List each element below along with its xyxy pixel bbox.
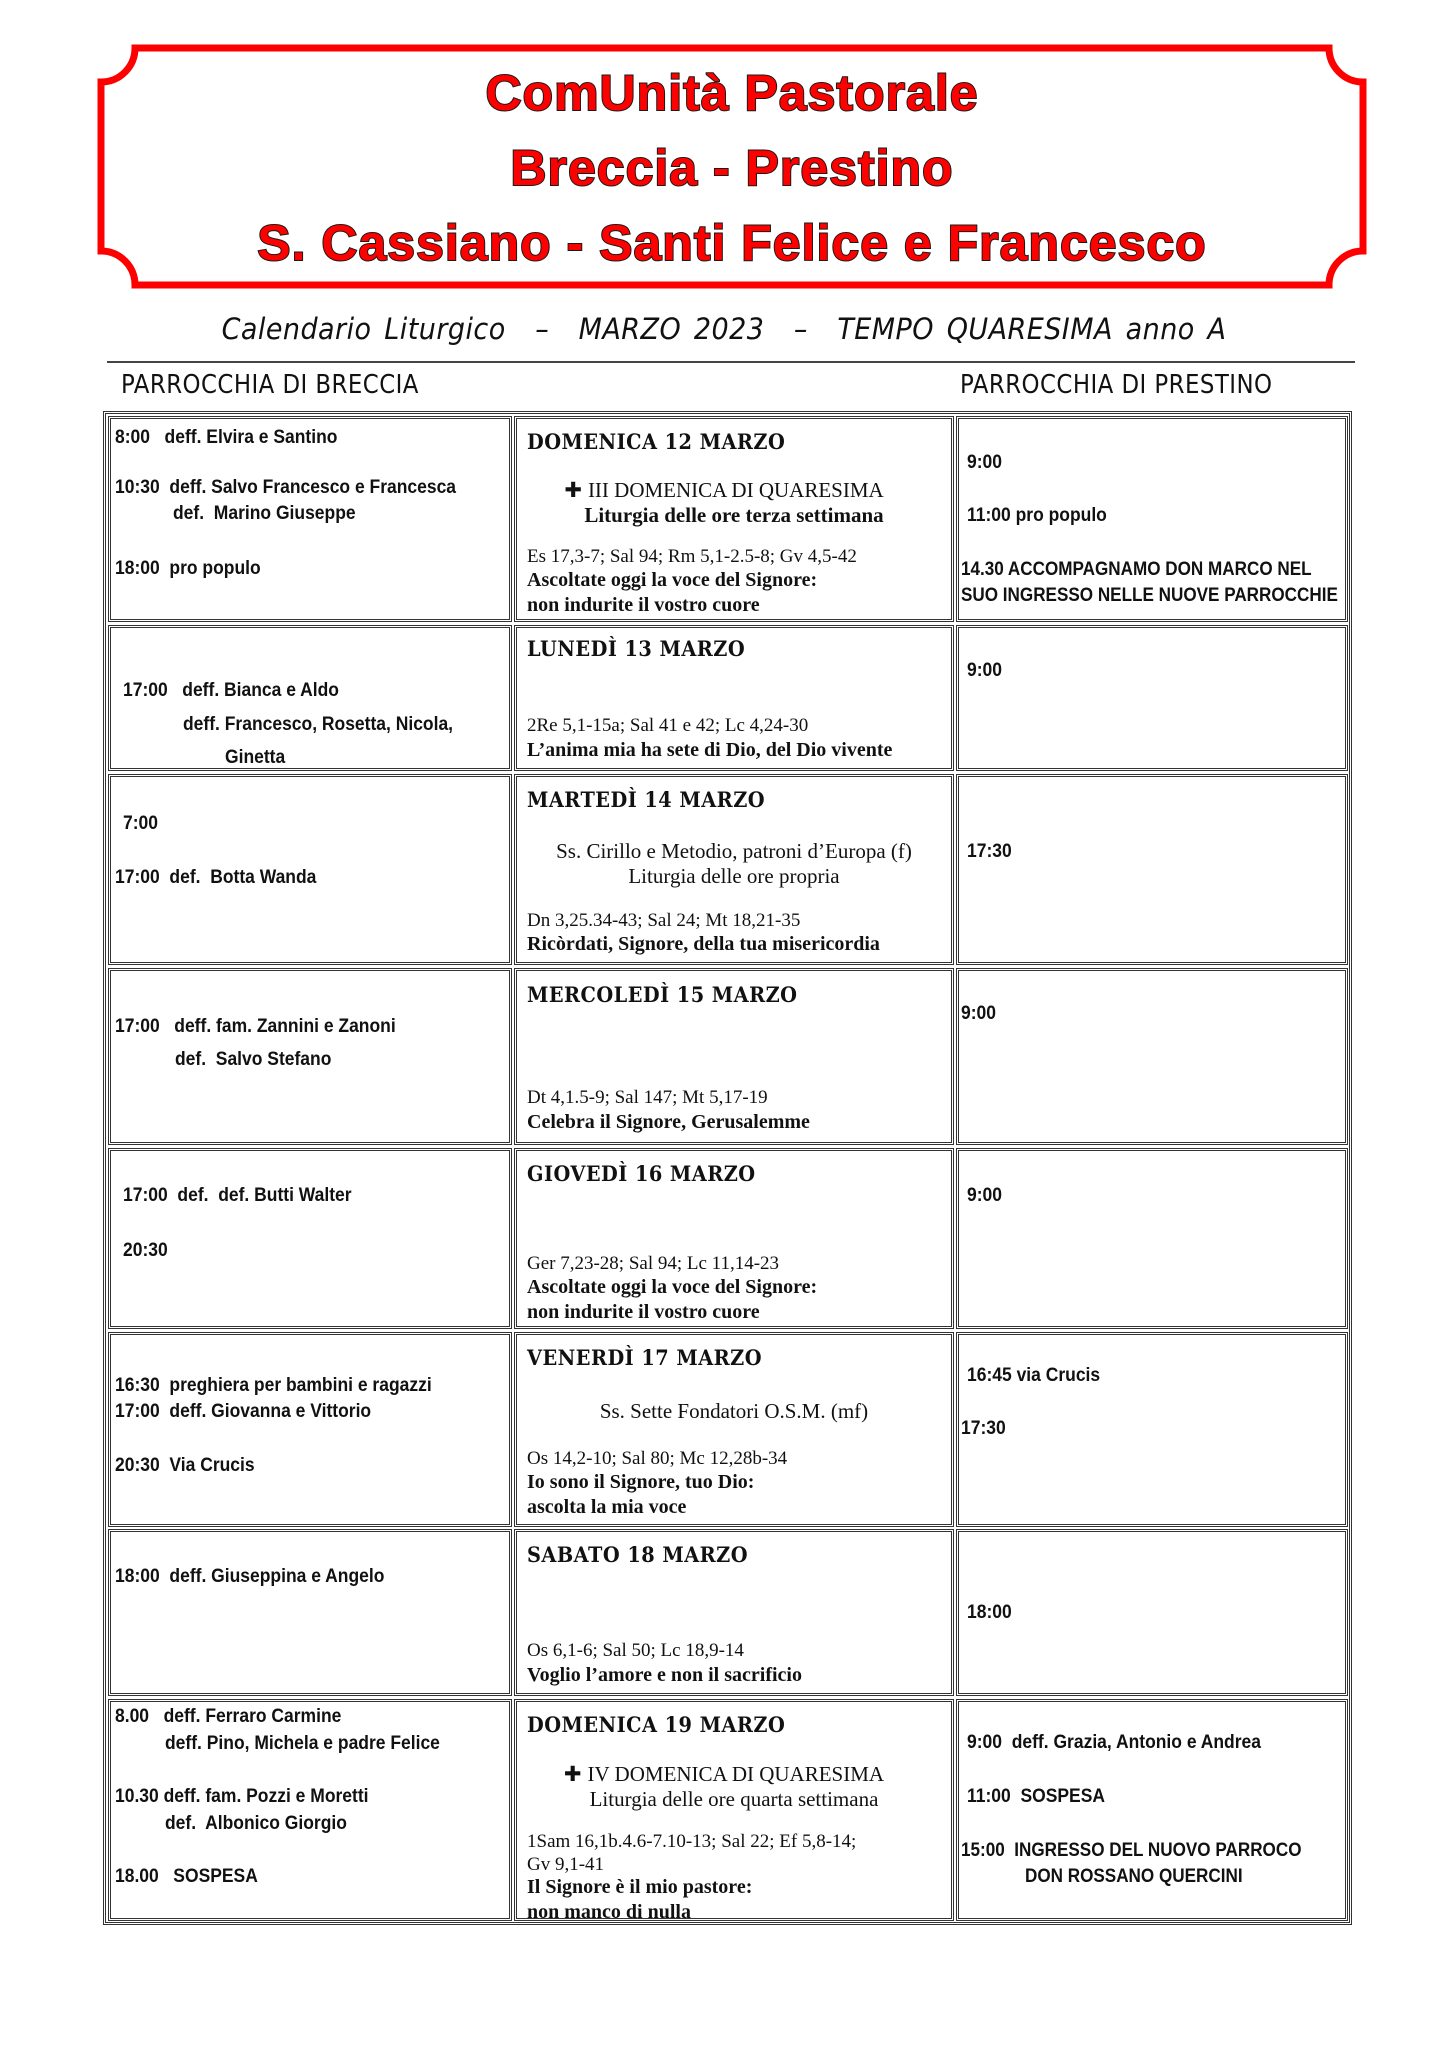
day-title: VENERDÌ 17 MARZO (527, 1345, 763, 1370)
prestino-cell (956, 1148, 1348, 1329)
psalm-line: Voglio l’amore e non il sacrificio (527, 1664, 802, 1686)
cross-icon: ✚ (563, 1762, 582, 1786)
subtitle-separator: – (793, 312, 808, 346)
mass-entry: 8:00 deff. Elvira e Santino (115, 427, 338, 448)
mass-entry: 17:30 (967, 841, 1012, 862)
mass-entry: 17:00 deff. Giovanna e Vittorio (115, 1401, 372, 1422)
subtitle-month: MARZO 2023 (578, 312, 765, 346)
community-title: ComUnità Pastorale (485, 65, 979, 121)
mass-entry: 18:00 (967, 1602, 1012, 1623)
liturgy-cell (514, 625, 954, 771)
breccia-cell (108, 774, 512, 965)
psalm-line: L’anima mia ha sete di Dio, del Dio vivente (527, 739, 893, 761)
psalm-line: Ascoltate oggi la voce del Signore: (527, 569, 818, 591)
day-row (106, 625, 1349, 771)
mass-entry: 9:00 (961, 1003, 996, 1024)
liturgy-cell (514, 1148, 954, 1329)
mass-entry: 10.30 deff. fam. Pozzi e Moretti (115, 1786, 369, 1807)
mass-entry: 17:00 deff. fam. Zannini e Zanoni (115, 1016, 396, 1037)
liturgy-cell (514, 1529, 954, 1696)
mass-entry: 11:00 pro populo (967, 505, 1107, 526)
feast-text: IV DOMENICA DI QUARESIMA (587, 1762, 885, 1786)
breccia-cell (108, 1332, 512, 1527)
day-title: SABATO 18 MARZO (527, 1542, 749, 1567)
prestino-cell (956, 1529, 1348, 1696)
psalm-line: Io sono il Signore, tuo Dio: (527, 1471, 755, 1493)
mass-entry: 9:00 (967, 660, 1002, 681)
psalm-line: ascolta la mia voce (527, 1496, 687, 1518)
prestino-cell (956, 968, 1348, 1145)
psalm-line: Il Signore è il mio pastore: (527, 1876, 753, 1898)
prestino-cell (956, 625, 1348, 771)
prestino-cell (956, 1699, 1348, 1921)
readings: Ger 7,23-28; Sal 94; Lc 11,14-23 (527, 1253, 780, 1274)
churches-title: S. Cassiano - Santi Felice e Francesco (257, 215, 1207, 271)
day-row (106, 416, 1349, 622)
subtitle-label: Calendario Liturgico (221, 312, 506, 346)
feast-line: Liturgia delle ore terza settimana (584, 503, 884, 527)
mass-entry: 8.00 deff. Ferraro Carmine (115, 1706, 342, 1727)
mass-entry: 9:00 (967, 452, 1002, 473)
mass-entry: deff. Francesco, Rosetta, Nicola, (183, 714, 454, 735)
readings: 1Sam 16,1b.4.6-7.10-13; Sal 22; Ef 5,8-14; (527, 1831, 857, 1852)
mass-entry: def. Marino Giuseppe (173, 503, 356, 524)
mass-entry: def. Albonico Giorgio (165, 1813, 347, 1834)
mass-entry: 17:00 def. def. Butti Walter (123, 1185, 352, 1206)
breccia-cell (108, 968, 512, 1145)
parish-heading-prestino: PARROCCHIA DI PRESTINO (960, 370, 1273, 400)
feast-line: Liturgia delle ore quarta settimana (589, 1787, 879, 1811)
readings: Os 14,2-10; Sal 80; Mc 12,28b-34 (527, 1448, 788, 1469)
readings: Os 6,1-6; Sal 50; Lc 18,9-14 (527, 1640, 744, 1661)
mass-entry: 9:00 (967, 1185, 1002, 1206)
mass-entry: 16:45 via Crucis (967, 1365, 1101, 1386)
mass-entry: def. Salvo Stefano (175, 1049, 332, 1070)
readings: Gv 9,1-41 (527, 1854, 605, 1875)
mass-entry: DON ROSSANO QUERCINI (1025, 1866, 1243, 1887)
feast-line (514, 478, 941, 503)
liturgy-cell (514, 968, 954, 1145)
day-row (106, 1332, 1349, 1527)
psalm-response (527, 1663, 802, 1688)
mass-entry: 14.30 ACCOMPAGNAMO DON MARCO NEL (961, 559, 1312, 580)
breccia-cell (108, 1148, 512, 1329)
feast-line: Liturgia delle ore propria (628, 864, 840, 888)
mass-entry: 15:00 INGRESSO DEL NUOVO PARROCO (961, 1840, 1302, 1861)
readings: Dn 3,25.34-43; Sal 24; Mt 18,21-35 (527, 910, 801, 931)
mass-entry: 16:30 preghiera per bambini e ragazzi (115, 1375, 432, 1396)
mass-entry: 18:00 deff. Giuseppina e Angelo (115, 1566, 385, 1587)
psalm-response (527, 1875, 752, 1921)
prestino-cell (956, 416, 1348, 622)
liturgy-cell (514, 1332, 954, 1527)
cross-icon: ✚ (564, 478, 582, 502)
day-row (106, 1148, 1349, 1329)
divider (107, 361, 1355, 363)
mass-entry: 9:00 deff. Grazia, Antonio e Andrea (967, 1732, 1261, 1753)
day-title: DOMENICA 19 MARZO (527, 1712, 786, 1737)
psalm-response (527, 932, 880, 957)
mass-entry: deff. Pino, Michela e padre Felice (165, 1733, 440, 1754)
mass-entry: 17:00 deff. Bianca e Aldo (123, 680, 339, 701)
mass-entry: 18.00 SOSPESA (115, 1866, 258, 1887)
readings: 2Re 5,1-15a; Sal 41 e 42; Lc 4,24-30 (527, 715, 809, 736)
breccia-cell (108, 416, 512, 622)
psalm-response (527, 1470, 754, 1520)
psalm-line: Ricòrdati, Signore, della tua misericordia (527, 933, 880, 955)
breccia-cell (108, 1529, 512, 1696)
parish-heading-breccia: PARROCCHIA DI BRECCIA (121, 370, 419, 400)
day-title: GIOVEDÌ 16 MARZO (527, 1161, 756, 1186)
calendar-subtitle (51, 312, 1398, 346)
mass-entry: 17:00 def. Botta Wanda (115, 867, 317, 888)
breccia-cell (108, 1699, 512, 1921)
psalm-line: Ascoltate oggi la voce del Signore: (527, 1276, 818, 1298)
liturgy-cell (514, 774, 954, 965)
subtitle-season: TEMPO QUARESIMA anno A (837, 312, 1227, 346)
day-row (106, 774, 1349, 965)
mass-entry: 18:00 pro populo (115, 558, 261, 579)
readings: Es 17,3-7; Sal 94; Rm 5,1-2.5-8; Gv 4,5-42 (527, 546, 857, 567)
mass-entry: SUO INGRESSO NELLE NUOVE PARROCCHIE (961, 585, 1338, 606)
day-row (106, 1529, 1349, 1696)
mass-entry: 20:30 Via Crucis (115, 1455, 255, 1476)
breccia-cell (108, 625, 512, 771)
mass-entry: Ginetta (225, 747, 286, 768)
mass-entry: 10:30 deff. Salvo Francesco e Francesca (115, 477, 457, 498)
day-row (106, 968, 1349, 1145)
prestino-cell (956, 1332, 1348, 1527)
schedule-table (103, 411, 1352, 1925)
liturgy-cell (514, 1699, 954, 1921)
psalm-response (527, 568, 817, 618)
psalm-response (527, 738, 892, 763)
psalm-response (527, 1275, 817, 1325)
liturgy-cell (514, 416, 954, 622)
psalm-response (527, 1110, 810, 1135)
readings: Dt 4,1.5-9; Sal 147; Mt 5,17-19 (527, 1087, 768, 1108)
day-title: DOMENICA 12 MARZO (527, 429, 786, 454)
psalm-line: non indurite il vostro cuore (527, 1301, 760, 1323)
feast-line: Ss. Sette Fondatori O.S.M. (mf) (599, 1399, 869, 1423)
mass-entry: 7:00 (123, 813, 158, 834)
subtitle-separator: – (535, 312, 550, 346)
day-title: LUNEDÌ 13 MARZO (527, 636, 746, 661)
psalm-line: Celebra il Signore, Gerusalemme (527, 1111, 810, 1133)
mass-entry: 20:30 (123, 1240, 168, 1261)
header-banner (97, 44, 1367, 289)
mass-entry: 17:30 (961, 1418, 1006, 1439)
day-row (106, 1699, 1349, 1921)
parishes-title: Breccia - Prestino (510, 140, 954, 196)
feast-text: III DOMENICA DI QUARESIMA (587, 478, 884, 502)
mass-entry: 11:00 SOSPESA (967, 1786, 1105, 1807)
psalm-line: non manco di nulla (527, 1901, 691, 1921)
feast-line: Ss. Cirillo e Metodio, patroni d’Europa (f) (556, 839, 912, 863)
feast-line (514, 1762, 941, 1787)
day-title: MERCOLEDÌ 15 MARZO (527, 982, 798, 1007)
prestino-cell (956, 774, 1348, 965)
psalm-line: non indurite il vostro cuore (527, 594, 760, 616)
day-title: MARTEDÌ 14 MARZO (527, 787, 766, 812)
